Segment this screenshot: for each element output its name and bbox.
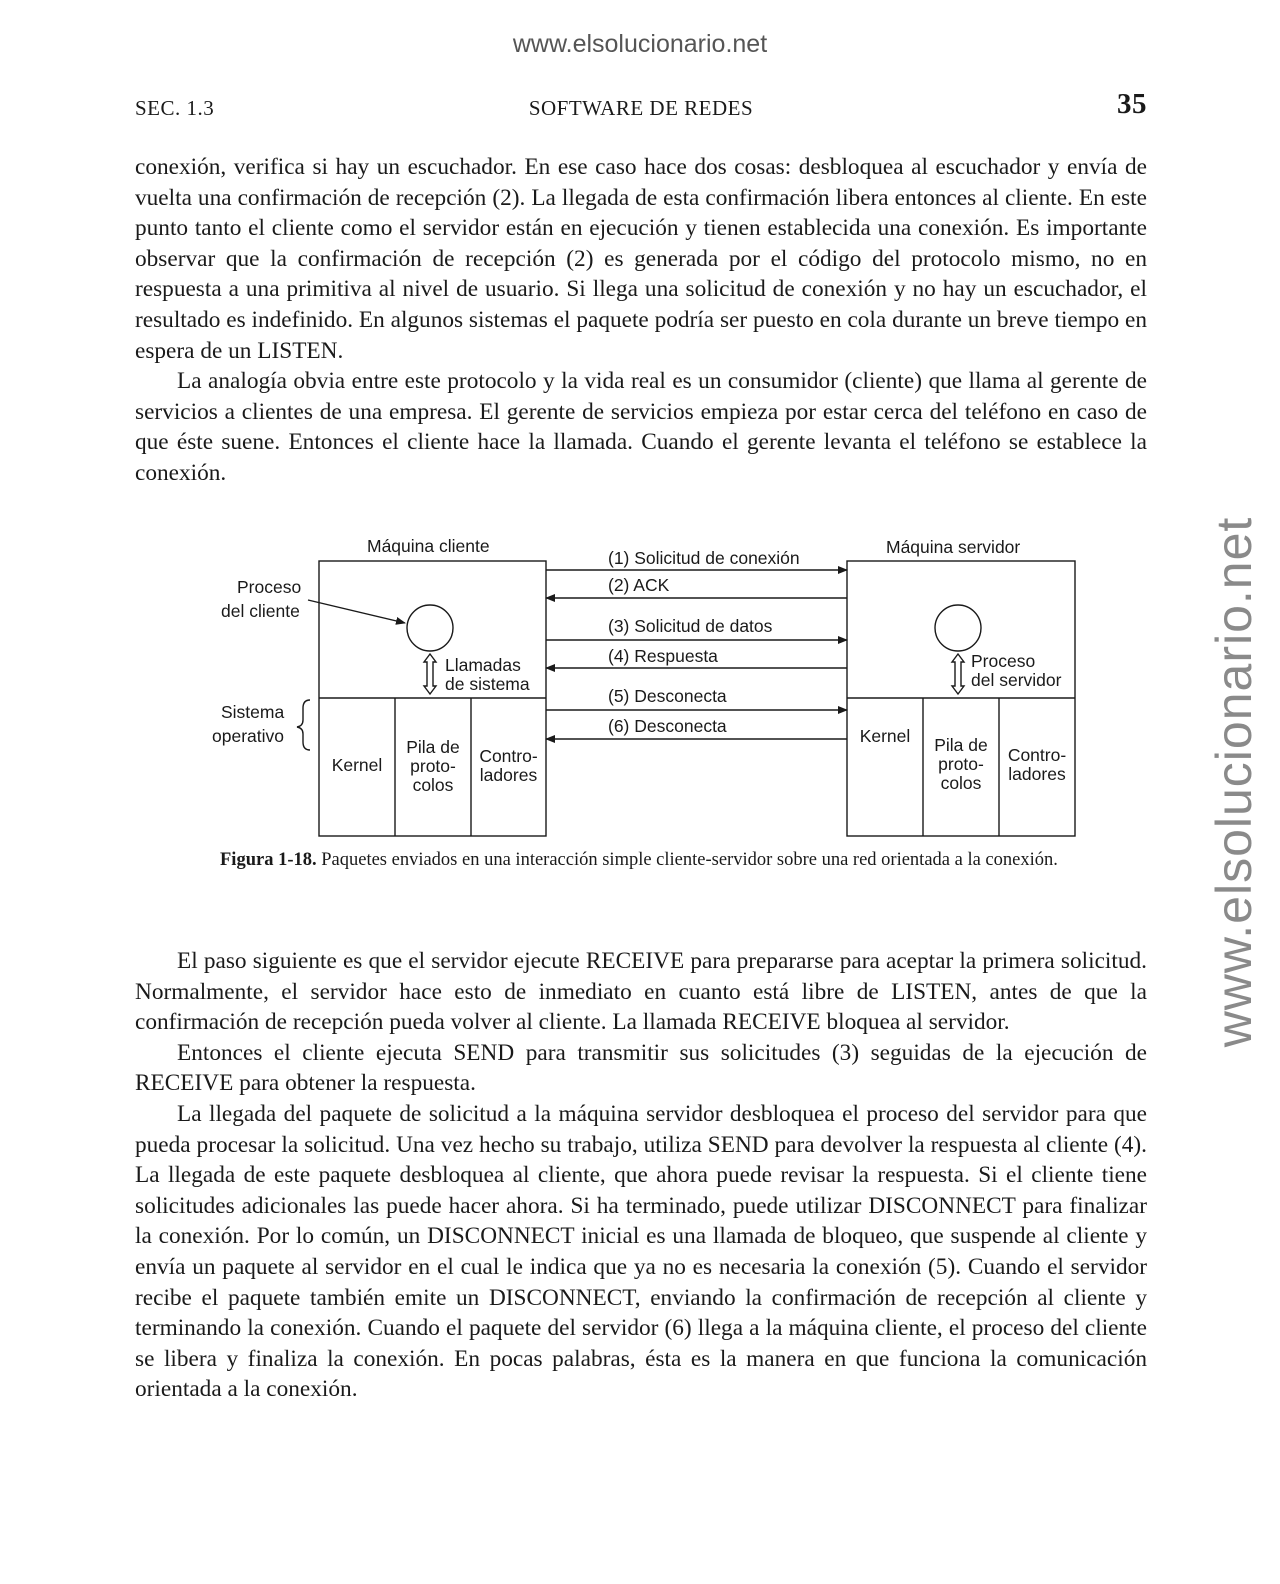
running-head [135, 88, 1147, 124]
figure-caption [220, 848, 1080, 873]
body-text-bottom [135, 946, 1147, 1405]
server-process-label-2: del servidor [971, 670, 1062, 690]
paragraph: El paso siguiente es que el servidor ejecute RECEIVE para prepararse para aceptar la primera solicitud. Normalmente, el servidor hace esto de inmediato en cuanto está libre de LISTEN, antes de que la confirmación de recepción pueda volver al cliente. La llamada RECEIVE bloquea al servidor. [135, 948, 1147, 1036]
client-process-pointer [308, 600, 405, 623]
section-number: SEC. 1.3 [135, 96, 215, 120]
server-process-circle [935, 605, 981, 651]
client-process-label-1: Proceso [237, 577, 302, 597]
msg-label-3: (3) Solicitud de datos [608, 616, 773, 636]
server-stack-label-2: proto- [938, 754, 984, 774]
page-number: 35 [1117, 88, 1147, 120]
os-label-1: Sistema [221, 702, 285, 722]
server-kernel-label: Kernel [859, 726, 911, 746]
msg-label-1: (1) Solicitud de conexión [608, 548, 800, 568]
client-drivers-label-2: ladores [479, 765, 538, 785]
server-stack-label-1: Pila de [934, 735, 988, 755]
paragraph: La llegada del paquete de solicitud a la máquina servidor desbloquea el proceso del servidor para que pueda procesar la solicitud. Una vez hecho su trabajo, utiliza SEND para devolver la respuesta al cliente (4). La llegada de este paquete desbloquea al cliente, que ahora puede revisar la respuesta. Si el cliente tiene solicitudes adicionales las puede hacer ahora. Si ha terminado, puede utilizar DISCONNECT para finalizar la conexión. Por lo común, un DISCONNECT inicial es una llamada de bloqueo, que suspende al cliente y envía un paquete al servidor en el cual le indica que ya no es necesaria la conexión (5). Cuando el servidor recibe el paquete también emite un DISCONNECT, enviando la confirmación de recepción al cliente y terminando la conexión. Cuando el paquete del servidor (6) llega a la máquina cliente, el proceso del cliente se libera y finaliza la conexión. En pocas palabras, ésta es la manera en que funciona la comunicación orientada a la conexión. [135, 1100, 1147, 1403]
os-label-2: operativo [212, 726, 284, 746]
server-process-label-1: Proceso [971, 651, 1036, 671]
client-stack-label-3: colos [412, 775, 454, 795]
client-syscall-arrow [424, 654, 436, 694]
client-process-label-2: del cliente [221, 601, 300, 621]
client-stack-label-1: Pila de [406, 737, 460, 757]
server-stack-label-3: colos [940, 773, 982, 793]
server-machine-label: Máquina servidor [886, 537, 1021, 557]
paragraph: La analogía obvia entre este protocolo y la vida real es un consumidor (cliente) que llama al gerente de servicios a clientes de una empresa. El gerente de servicios empieza por estar cerca del teléfono en caso de que éste suene. Entonces el cliente hace la llamada. Cuando el gerente levanta el teléfono se establece la conexión. [135, 368, 1147, 486]
server-drivers-label-2: ladores [1008, 764, 1066, 784]
client-stack-label-2: proto- [410, 756, 456, 776]
system-calls-label-2: de sistema [445, 674, 530, 694]
figure-client-server [205, 530, 1085, 840]
client-drivers-label-1: Contro- [479, 746, 538, 766]
caption-text: Paquetes enviados en una interacción simple cliente-servidor sobre una red orientada a la conexión. [321, 850, 1058, 870]
client-kernel-label: Kernel [331, 755, 383, 775]
msg-label-5: (5) Desconecta [608, 686, 727, 706]
client-machine-label: Máquina cliente [367, 536, 490, 556]
body-text-top [135, 152, 1147, 489]
paragraph: Entonces el cliente ejecuta SEND para transmitir sus solicitudes (3) seguidas de la ejecución de RECEIVE para obtener la respuesta. [135, 1039, 1147, 1097]
system-calls-label-1: Llamadas [445, 655, 521, 675]
caption-label: Figura 1-18. [220, 850, 317, 870]
client-process-circle [407, 605, 453, 651]
paragraph: conexión, verifica si hay un escuchador. En ese caso hace dos cosas: desbloquea al escuchador y envía de vuelta una confirmación de recepción (2). La llegada de esta confirmación libera entonces al cliente. En este punto tanto el cliente como el servidor están en ejecución y tienen establecida una conexión. Es importante observar que la confirmación de recepción (2) es generada por el código del protocolo mismo, no en respuesta a una primitiva al nivel de usuario. Si llega una solicitud de conexión y no hay un escuchador, el resultado es indefinido. En algunos sistemas el paquete podría ser puesto en cola durante un breve tiempo en espera de un LISTEN. [135, 154, 1147, 364]
watermark-top: www.elsolucionario.net [512, 30, 768, 58]
chapter-title: SOFTWARE DE REDES [528, 96, 754, 120]
server-syscall-arrow [952, 654, 964, 694]
os-brace [297, 700, 310, 750]
msg-label-4: (4) Respuesta [608, 646, 718, 666]
msg-label-2: (2) ACK [608, 575, 670, 595]
msg-label-6: (6) Desconecta [608, 716, 727, 736]
watermark-side: www.elsolucionario.net [1206, 516, 1262, 1048]
server-drivers-label-1: Contro- [1007, 745, 1067, 765]
